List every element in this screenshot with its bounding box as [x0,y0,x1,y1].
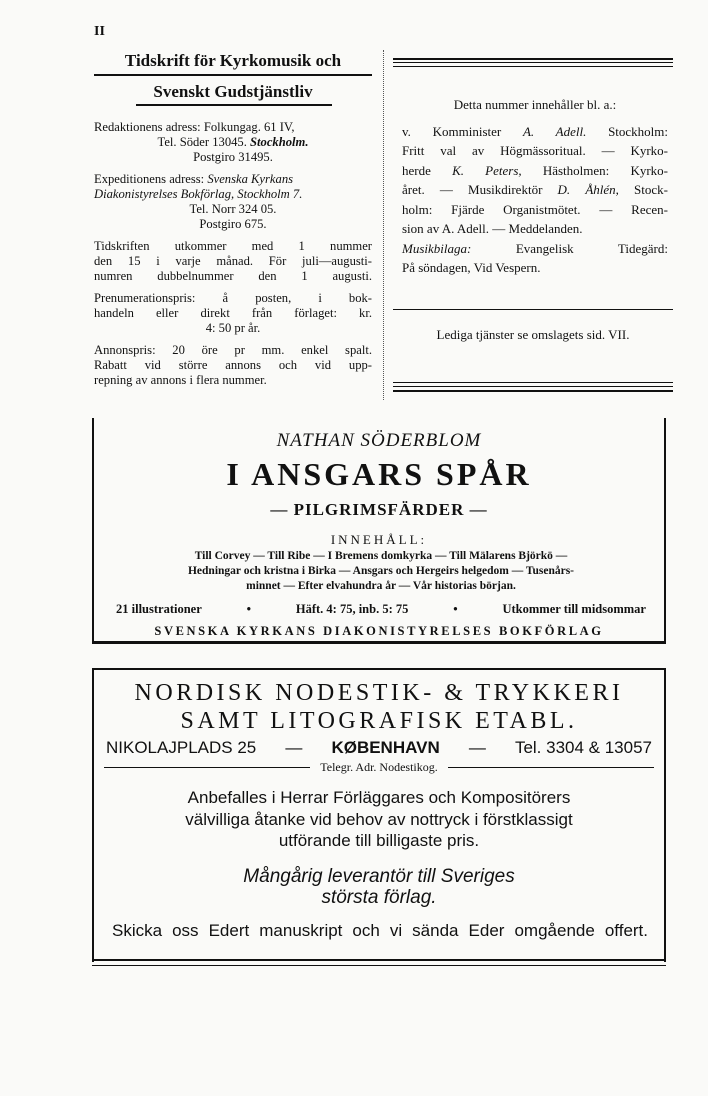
issue-info: Tidskriften utkommer med 1 nummer den 15 i varje månad. För juli—augusti- numren dubbelnummer den 1 augusti. [94,239,372,283]
editorial-address: Redaktionens adress: Folkungag. 61 IV, Tel. Söder 13045. Stockholm. Postgiro 31495. [94,120,309,164]
bullet-icon: • [246,602,252,616]
printer-name: NORDISK NODESTIK- & TRYKKERI [134,680,624,706]
telegram-line [94,760,664,775]
printer-ad-bottom-rule [92,959,666,966]
printer-name-2: SAMT LITOGRAFISK ETABL. [180,708,578,734]
book-toc: Till Corvey — Till Ribe — I Bremens domkyrka — Till Mälarens Björkö — Hedningar och kristna i Birka — Ansgars och Hergeirs helgedom — Tusenårs- minnet — Efter elvahundra år — Vår historias början. [187,550,575,592]
publisher: SVENSKA KYRKANS DIAKONISTYRELSES BOKFÖRLAG [154,624,604,638]
book-price: Häft. 4: 75, inb. 5: 75 [295,602,409,616]
page-number: II [94,24,105,39]
book-title: I ANSGARS SPÅR [226,456,532,492]
book-author: NATHAN SÖDERBLOM [276,430,482,451]
book-subtitle: — PILGRIMSFÄRDER — [270,500,488,519]
expedition-address: Expeditionens adress: Svenska Kyrkans Diakonistyrelses Bokförlag, Stockholm 7. Tel. Norr 324 05. Postgiro 675. [94,172,303,231]
column-divider [383,50,384,400]
title-rule [94,74,372,76]
journal-info [94,120,372,395]
book-details [116,602,646,617]
printer-address: NIKOLAJPLADS 25 — KØBENHAVN — Tel. 3304 & 13057 [106,738,652,757]
illustration-count: 21 illustrationer [116,602,202,616]
release-date: Utkommer till midsommar [502,602,646,616]
subscription-info: Prenumerationspris: å posten, i bok- handeln eller direkt från förlaget: kr. 4: 50 pr år. [94,291,372,335]
rule-bottom-1 [393,382,673,383]
ad-price-info: Annonspris: 20 öre pr mm. enkel spalt. Rabatt vid större annons och vid upp- repning av annons i flera nummer. [94,343,372,387]
printer-pitch: Anbefalles i Herrar Förläggares och Kompositörers välvilliga åtanke vid behov av nottryck i förstklassigt utförande till billigaste pris. [185,788,573,850]
bullet-icon: • [453,602,458,616]
rule-top-3 [393,66,673,67]
rule-top-1 [393,58,673,60]
journal-subtitle: Svenskt Gudstjänstliv [153,82,313,101]
journal-title: Tidskrift för Kyrkomusik och [124,51,342,70]
telegram-address: Telegr. Adr. Nodestikog. [320,760,438,774]
contents-heading: INNEHÅLL: [330,532,428,547]
rule-bottom-3 [393,390,673,392]
printer-closing: Skicka oss Edert manuskript och vi sända Eder omgående offert. [112,921,648,940]
rule-middle [393,309,673,310]
issue-contents: Detta nummer innehåller bl. a.: v. Komminister A. Adell. Stockholm: Fritt val av Högmässoritual. — Kyrko- herde K. Peters, Hästholmen: Kyrko- året. — Musikdirektör D. Åhlén, Stock- holm: Fjärde Organistmötet. — Recen- sion av A. Adell. — Meddelanden. Musikbilaga: Evangelisk Tidegärd: På söndagen, Vid Vespern. [402,97,669,275]
rule-top-2 [393,62,673,63]
book-advertisement [92,418,666,644]
subtitle-rule [136,104,332,106]
vacancies-note: Lediga tjänster se omslagets sid. VII. [436,327,630,342]
printer-advertisement [92,668,666,962]
printer-slogan: Mångårig leverantör till Sveriges största förlag. [243,866,515,908]
rule-bottom-2 [393,386,673,387]
